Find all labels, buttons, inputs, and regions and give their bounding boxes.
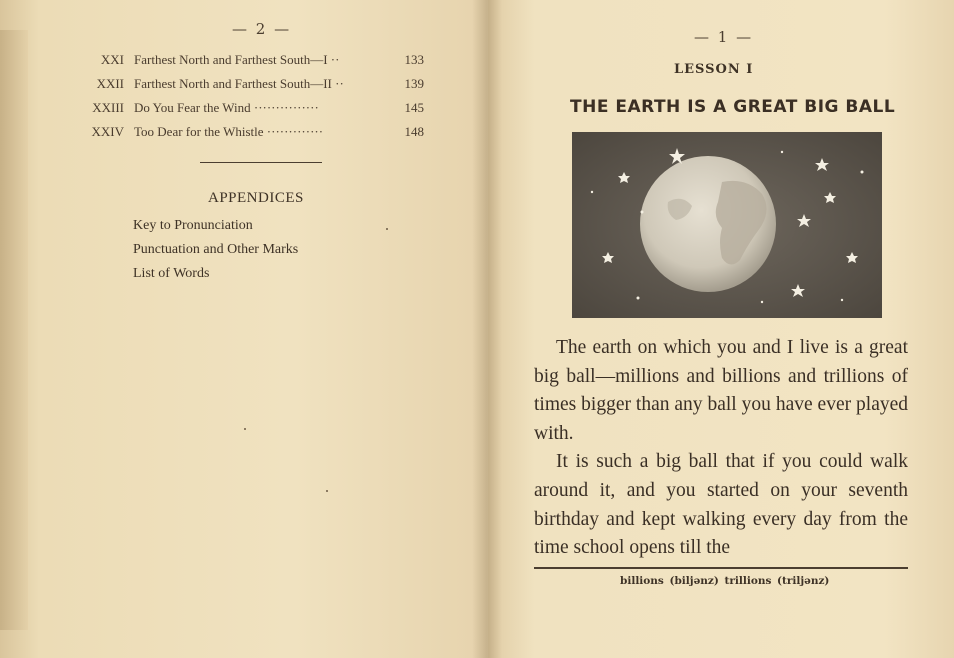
appendix-item: List of Words [133,266,210,281]
toc-entry-number: XXIII [92,100,124,115]
page-number-right: — 1 — [694,28,754,46]
toc-entry [78,124,428,146]
book-gutter [472,0,502,658]
toc-entry-number: XXIV [91,124,124,139]
toc-entry-title: Do You Fear the Wind ··············· [134,100,319,115]
paper-speck [326,490,328,492]
page-number-left: — 2 — [232,20,292,38]
lesson-label: LESSON I [674,62,754,77]
right-page [488,0,954,658]
toc-entry-title: Farthest North and Farthest South—I ·· [134,52,340,67]
pronunciation-footnote: billions (biljənz) trillions (triljənz) [620,575,830,587]
appendix-item: Punctuation and Other Marks [133,242,299,257]
lesson-body [534,334,908,563]
appendices-heading: APPENDICES [208,190,304,206]
toc-entry-page: 133 [404,52,424,67]
earth-in-space-picture [572,132,882,318]
earth-illustration [572,132,882,318]
toc-entry-number: XXII [96,76,124,91]
section-divider [200,162,322,163]
toc-entry [78,100,428,122]
lesson-title: THE EARTH IS A GREAT BIG BALL [570,97,896,117]
page-edge [0,30,28,630]
paragraph: The earth on which you and I live is a great big ball—millions and billions and trillions of times bigger than any ball you have ever played with. [534,337,908,444]
paragraph: It is such a big ball that if you could walk around it, and you started on your seventh birthday and kept walking every day from the time school opens till the [534,451,908,559]
toc-entry-page: 139 [404,76,424,91]
toc-entry-page: 145 [404,100,424,115]
toc-entry-number: XXI [100,52,124,67]
footnote-divider [534,567,908,569]
toc-entry-title: Farthest North and Farthest South—II ·· [134,76,344,91]
paper-speck [244,428,246,430]
toc-entry [78,76,428,98]
toc-entry-page: 148 [404,124,424,139]
paper-speck [386,228,388,230]
toc-entry-title: Too Dear for the Whistle ············· [134,124,324,139]
appendix-item: Key to Pronunciation [133,218,253,233]
toc-entry [78,52,428,74]
